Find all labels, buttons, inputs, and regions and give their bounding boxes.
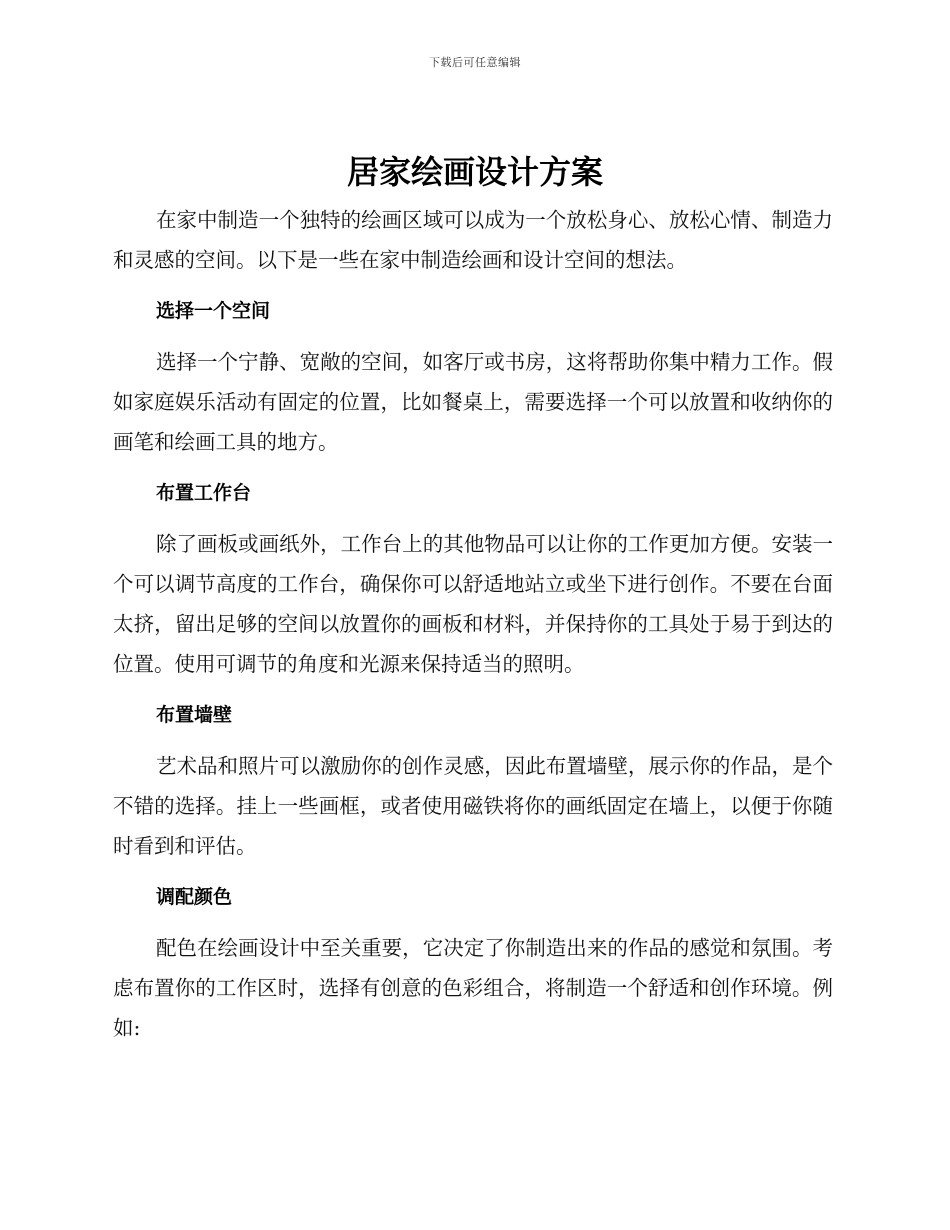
section-choose-space	[113, 291, 833, 462]
section-paragraph: 艺术品和照片可以激励你的创作灵感，因此布置墙壁，展示你的作品，是个不错的选择。挂上一些画框，或者使用磁铁将你的画纸固定在墙上，以便于你随时看到和评估。	[113, 754, 833, 858]
section-walls	[113, 695, 833, 866]
document-body	[113, 200, 833, 1059]
section-colors	[113, 877, 833, 1048]
section-heading: 调配颜色	[156, 886, 233, 908]
page-header-note: 下载后可任意编辑	[429, 56, 521, 69]
document-title: 居家绘画设计方案	[346, 153, 603, 191]
section-workbench	[113, 473, 833, 684]
section-paragraph: 配色在绘画设计中至关重要，它决定了你制造出来的作品的感觉和氛围。考虑布置你的工作区时，选择有创意的色彩组合，将制造一个舒适和创作环境。例如:	[113, 936, 833, 1040]
intro-paragraph: 在家中制造一个独特的绘画区域可以成为一个放松身心、放松心情、制造力和灵感的空间。以下是一些在家中制造绘画和设计空间的想法。	[113, 208, 833, 272]
section-heading: 选择一个空间	[156, 300, 271, 322]
section-heading: 布置墙壁	[156, 704, 233, 726]
section-paragraph: 选择一个宁静、宽敞的空间，如客厅或书房，这将帮助你集中精力工作。假如家庭娱乐活动有固定的位置，比如餐桌上，需要选择一个可以放置和收纳你的画笔和绘画工具的地方。	[113, 350, 833, 454]
section-heading: 布置工作台	[156, 482, 252, 504]
section-paragraph: 除了画板或画纸外，工作台上的其他物品可以让你的工作更加方便。安装一个可以调节高度的工作台，确保你可以舒适地站立或坐下进行创作。不要在台面太挤，留出足够的空间以放置你的画板和材料，并保持你的工具处于易于到达的位置。使用可调节的角度和光源来保持适当的照明。	[113, 532, 833, 676]
